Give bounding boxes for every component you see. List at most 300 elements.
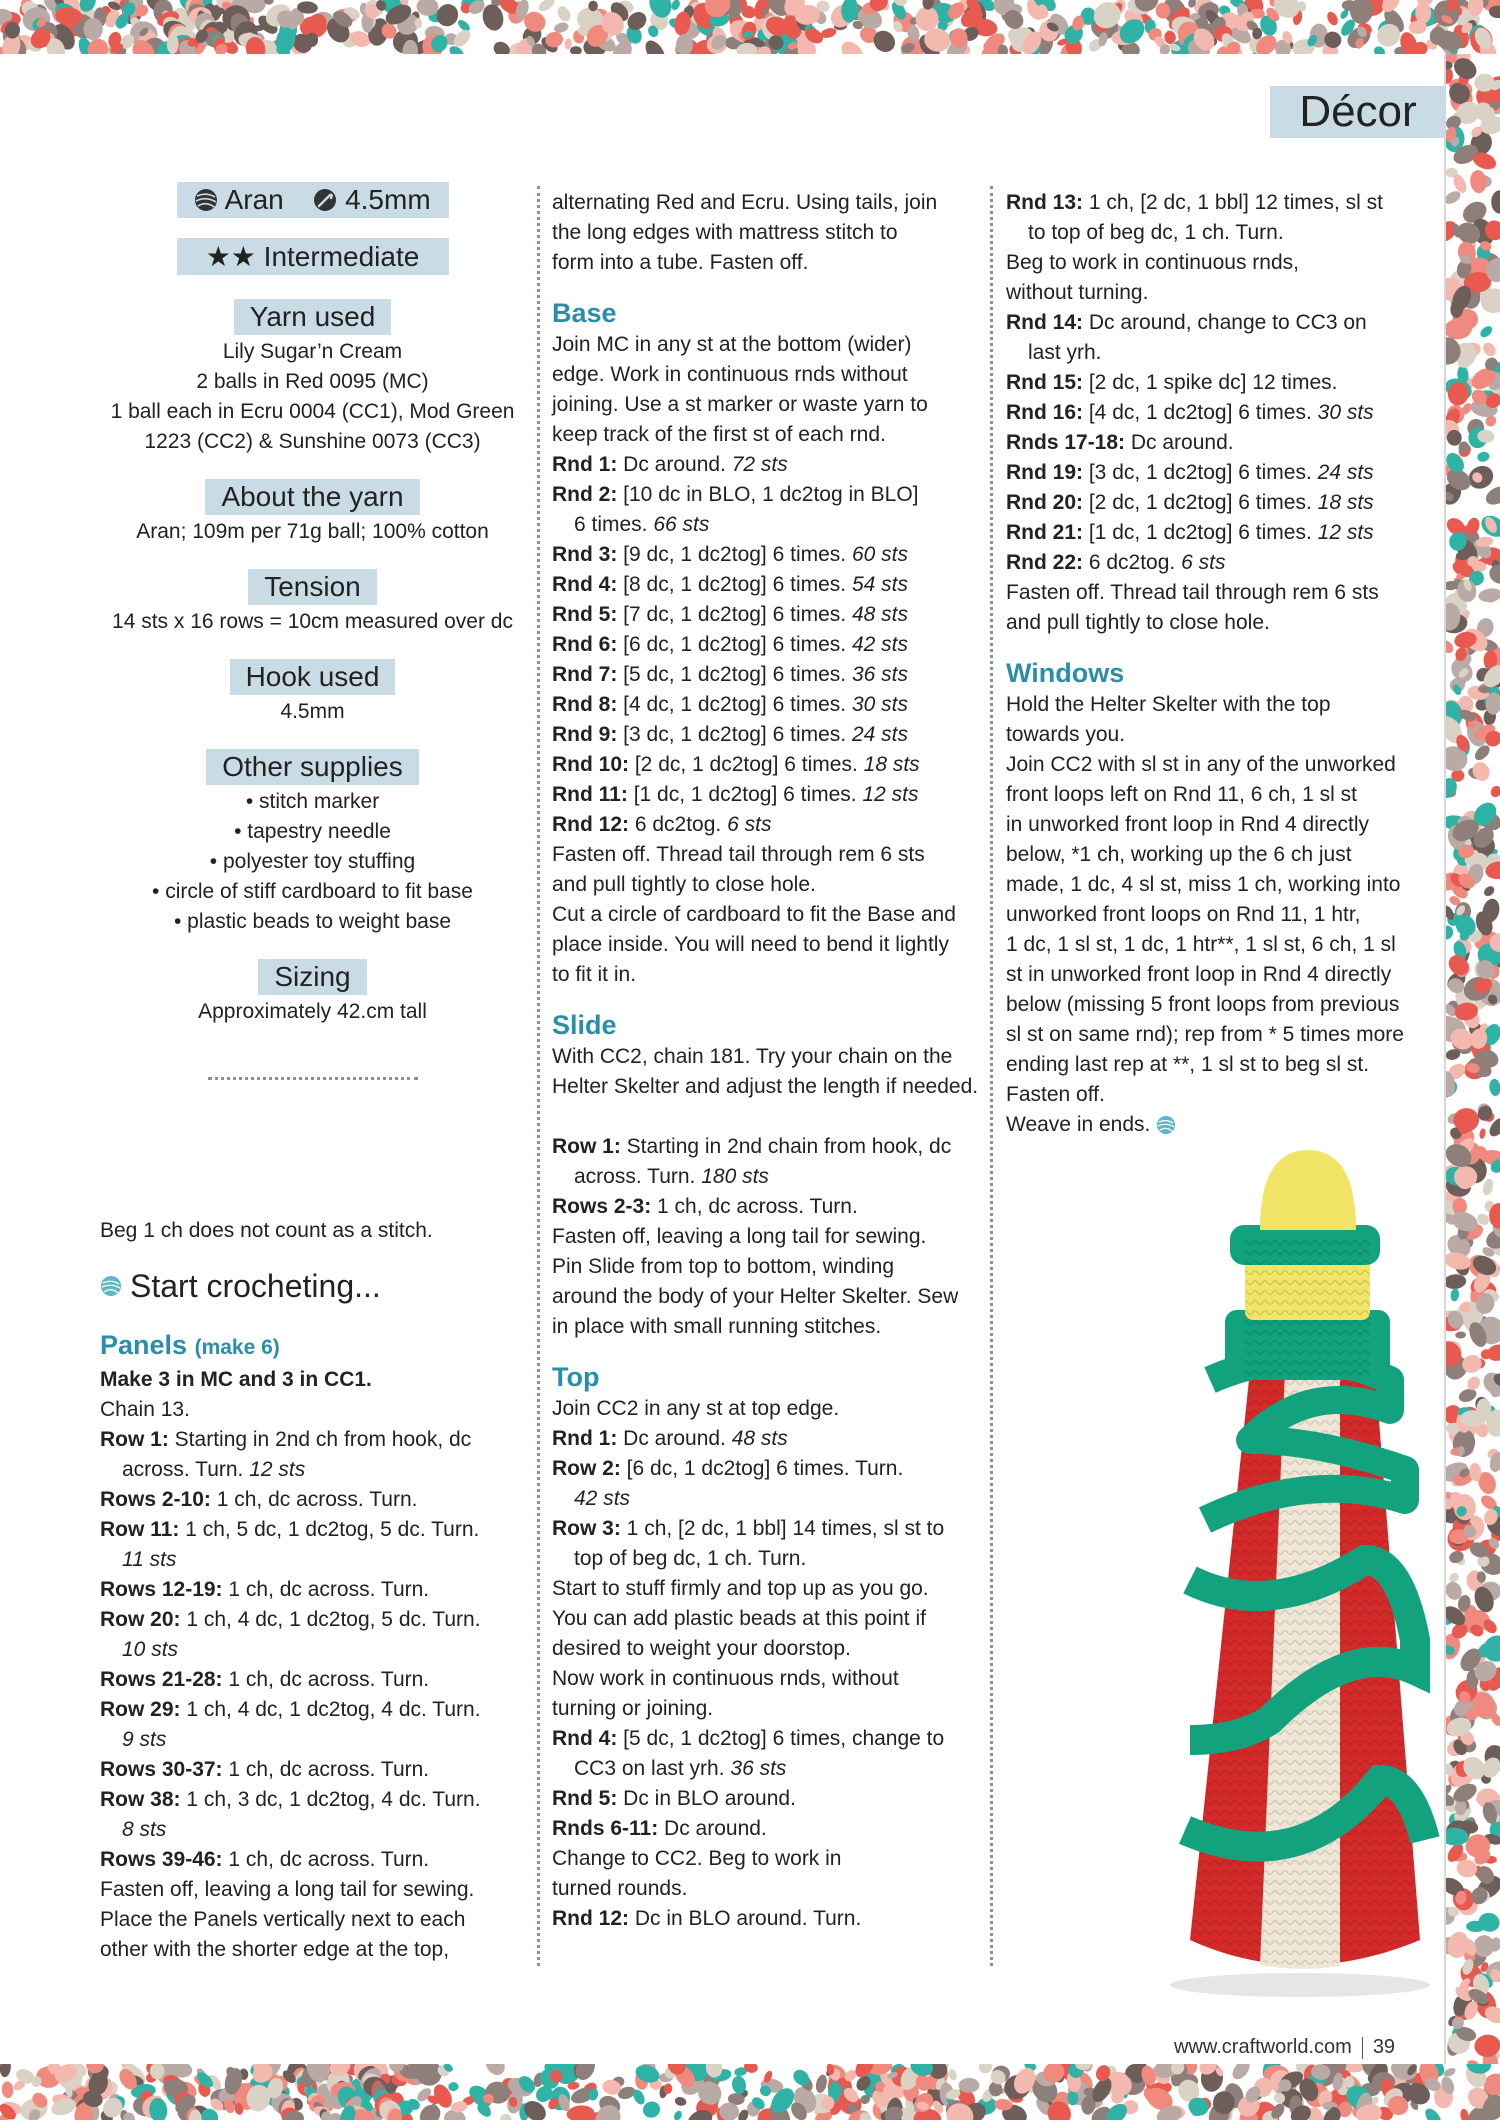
text-line: joining. Use a st marker or waste yarn to — [552, 393, 928, 416]
petal-shape — [1450, 1288, 1460, 1302]
petal-shape — [947, 2068, 958, 2081]
instruction-row-continued — [100, 1455, 525, 1485]
instruction-row — [552, 1454, 982, 1484]
row-label: Rows 2-3: — [552, 1195, 652, 1218]
text-line: below, *1 ch, working up the 6 ch just — [1006, 843, 1352, 866]
row-text: [9 dc, 1 dc2tog] 6 times. — [617, 543, 852, 566]
row-text: 1 ch, dc across. Turn. — [222, 1848, 430, 1871]
tube-intro — [552, 188, 982, 278]
instruction-row — [1006, 488, 1436, 518]
row-label: Rows 30-37: — [100, 1758, 223, 1781]
row-text: Dc around, change to CC3 on — [1083, 311, 1367, 334]
tension-text: 14 sts x 16 rows = 10cm measured over dc — [112, 610, 513, 633]
text-line: Fasten off. Thread tail through rem 6 sts — [1006, 581, 1379, 604]
row-text: [5 dc, 1 dc2tog] 6 times, change to — [617, 1727, 945, 1750]
row-label: Rnds 6-11: — [552, 1817, 659, 1840]
row-label: Rows 21-28: — [100, 1668, 223, 1691]
yarn-used-line: 1 ball each in Ecru 0004 (CC1), Mod Green — [110, 400, 515, 423]
weave-line — [1006, 1110, 1436, 1140]
petal-shape — [641, 37, 669, 54]
slide-intro — [552, 1042, 982, 1102]
row-label: Rows 2-10: — [100, 1488, 211, 1511]
instruction-row-continued — [100, 1815, 525, 1845]
row-text: [1 dc, 1 dc2tog] 6 times. — [627, 783, 863, 806]
base-intro — [552, 330, 982, 450]
petal-shape — [1478, 587, 1500, 604]
petal-shape — [1446, 924, 1455, 941]
instruction-row — [552, 660, 982, 690]
row-text: 1 ch, [2 dc, 1 bbl] 12 times, sl st — [1083, 191, 1383, 214]
instruction-row — [1006, 458, 1436, 488]
instruction-row — [552, 630, 982, 660]
page-number: 39 — [1372, 2036, 1396, 2058]
row-text: [1 dc, 1 dc2tog] 6 times. — [1083, 521, 1318, 544]
text-line: Beg to work in continuous rnds, — [1006, 251, 1299, 274]
slide-heading: Slide — [552, 1010, 617, 1040]
text-line: 1 dc, 1 sl st, 1 dc, 1 htr**, 1 sl st, 6 ch, 1 sl — [1006, 933, 1396, 956]
row-text: 1 ch, dc across. Turn. — [222, 1578, 430, 1601]
row-text: [2 dc, 1 spike dc] 12 times. — [1083, 371, 1338, 394]
text-line: in place with small running stitches. — [552, 1315, 882, 1338]
instruction-row — [100, 1425, 525, 1455]
panels-rows — [100, 1425, 525, 1875]
yarn-ball-icon — [194, 184, 224, 215]
instruction-row — [552, 780, 982, 810]
top-end-text — [1006, 578, 1436, 638]
row-text: Dc around. — [617, 453, 732, 476]
row-text: 6 dc2tog. — [629, 813, 728, 836]
stitch-count: 11 sts — [122, 1548, 177, 1571]
text-line: below (missing 5 front loops from previous — [1006, 993, 1400, 1016]
row-text: [3 dc, 1 dc2tog] 6 times. — [617, 723, 852, 746]
instruction-row — [552, 1132, 982, 1162]
row-text: [8 dc, 1 dc2tog] 6 times. — [617, 573, 852, 596]
row-text: [10 dc in BLO, 1 dc2tog in BLO] — [617, 483, 919, 506]
hook-used-text: 4.5mm — [280, 700, 345, 723]
row-text: Dc around. — [1125, 431, 1234, 454]
petal-shape — [500, 2114, 512, 2120]
text-line: front loops left on Rnd 11, 6 ch, 1 sl st — [1006, 783, 1357, 806]
about-yarn-heading: About the yarn — [205, 479, 419, 515]
row-label: Row 38: — [100, 1788, 181, 1811]
petal-shape — [1455, 1331, 1466, 1338]
petal-shape — [1481, 340, 1499, 358]
yarn-used-text — [100, 337, 525, 457]
row-text: [7 dc, 1 dc2tog] 6 times. — [617, 603, 852, 626]
text-line: Hold the Helter Skelter with the top — [1006, 693, 1331, 716]
petal-shape — [1459, 2108, 1469, 2120]
text-line: turning or joining. — [552, 1697, 714, 1720]
stitch-count: 10 sts — [122, 1638, 179, 1661]
row-text: last yrh. — [1028, 341, 1102, 364]
row-label: Rnd 14: — [1006, 311, 1084, 334]
row-text: [4 dc, 1 dc2tog] 6 times. — [617, 693, 852, 716]
petal-shape — [1488, 1078, 1500, 1096]
instruction-row — [100, 1785, 525, 1815]
column-divider-1 — [537, 186, 540, 1966]
instruction-row — [100, 1485, 525, 1515]
supply-item: • tapestry needle — [234, 820, 391, 843]
top-rows-continued — [1006, 188, 1436, 248]
instruction-row-continued — [100, 1545, 525, 1575]
instruction-row — [1006, 518, 1436, 548]
row-text: [6 dc, 1 dc2tog] 6 times. Turn. — [620, 1457, 904, 1480]
petal-shape — [672, 2109, 683, 2120]
row-label: Rnd 20: — [1006, 491, 1084, 514]
skill-level-badge — [177, 238, 449, 275]
row-label: Rnd 16: — [1006, 401, 1084, 424]
instruction-row — [552, 1784, 982, 1814]
top-rows-finish — [1006, 308, 1436, 578]
yarn-used-heading: Yarn used — [234, 299, 392, 335]
stitch-count: 72 sts — [731, 453, 788, 476]
supply-item: • stitch marker — [245, 790, 380, 813]
petal-shape — [482, 2064, 509, 2079]
yarn-weight-label: Aran — [224, 184, 284, 215]
petal-shape — [400, 2064, 427, 2079]
text-line: keep track of the first st of each rnd. — [552, 423, 886, 446]
supply-item: • circle of stiff cardboard to fit base — [152, 880, 473, 903]
slide-rows — [552, 1132, 982, 1222]
row-label: Rnd 1: — [552, 453, 618, 476]
row-label: Row 20: — [100, 1608, 181, 1631]
supplies-list — [100, 787, 525, 937]
text-line: Change to CC2. Beg to work in — [552, 1847, 842, 1870]
row-label: Rows 12-19: — [100, 1578, 223, 1601]
yarn-used-line: 2 balls in Red 0095 (MC) — [196, 370, 429, 393]
row-text: Starting in 2nd ch from hook, dc — [168, 1428, 472, 1451]
top-rows-a — [552, 1424, 982, 1574]
row-label: Rnd 5: — [552, 603, 618, 626]
row-label: Row 1: — [552, 1135, 621, 1158]
instruction-row — [1006, 428, 1436, 458]
instruction-row — [100, 1575, 525, 1605]
instruction-row — [100, 1605, 525, 1635]
stitch-count: 48 sts — [851, 603, 908, 626]
text-line: sl st on same rnd); rep from * 5 times more — [1006, 1023, 1404, 1046]
row-label: Row 2: — [552, 1457, 621, 1480]
text-line: to fit it in. — [552, 963, 637, 986]
top-heading: Top — [552, 1362, 600, 1392]
other-supplies-heading: Other supplies — [206, 749, 419, 785]
weave-text: Weave in ends. — [1006, 1113, 1151, 1136]
text-line: around the body of your Helter Skelter. Sew — [552, 1285, 959, 1308]
stitch-count: 30 sts — [1317, 401, 1374, 424]
decorative-pattern-bottom — [0, 2064, 1500, 2120]
row-label: Rnd 9: — [552, 723, 618, 746]
petal-shape — [1478, 324, 1494, 340]
text-line: place inside. You will need to bend it lightly — [552, 933, 949, 956]
row-text: 1 ch, 4 dc, 1 dc2tog, 5 dc. Turn. — [180, 1608, 481, 1631]
skill-stars: ★★ — [205, 241, 256, 272]
stitch-count: 12 sts — [249, 1458, 306, 1481]
instruction-row-continued — [100, 1635, 525, 1665]
row-label: Rnd 10: — [552, 753, 630, 776]
petal-shape — [1469, 169, 1488, 194]
instruction-row — [552, 720, 982, 750]
continuous-note — [1006, 248, 1436, 308]
stitch-count: 48 sts — [731, 1427, 788, 1450]
row-label: Row 1: — [100, 1428, 169, 1451]
text-line: Fasten off, leaving a long tail for sewing. — [100, 1878, 475, 1901]
row-label: Rnd 4: — [552, 573, 618, 596]
panels-subtitle: (make 6) — [194, 1336, 280, 1359]
row-text: Starting in 2nd chain from hook, dc — [620, 1135, 952, 1158]
footer-divider — [1362, 2037, 1363, 2059]
base-end-text — [552, 840, 982, 990]
stitch-count: 66 sts — [653, 513, 710, 536]
row-label: Rnd 19: — [1006, 461, 1084, 484]
stitch-count: 36 sts — [730, 1757, 787, 1780]
row-label: Row 3: — [552, 1517, 621, 1540]
row-text: [6 dc, 1 dc2tog] 6 times. — [617, 633, 852, 656]
instruction-row — [552, 690, 982, 720]
text-line: st in unworked front loop in Rnd 4 directly — [1006, 963, 1392, 986]
instruction-row-continued — [1006, 218, 1436, 248]
instruction-row — [100, 1695, 525, 1725]
stitch-count: 54 sts — [851, 573, 908, 596]
hook-icon — [313, 184, 345, 215]
beg-note: Beg 1 ch does not count as a stitch. — [100, 1219, 433, 1242]
petal-shape — [167, 34, 179, 54]
instruction-row — [100, 1665, 525, 1695]
row-text: Dc around. — [617, 1427, 732, 1450]
text-line: With CC2, chain 181. Try your chain on the — [552, 1045, 953, 1068]
instruction-row-continued — [1006, 338, 1436, 368]
stitch-count: 18 sts — [863, 753, 920, 776]
row-text: 1 ch, dc across. Turn. — [651, 1195, 858, 1218]
text-line: Cut a circle of cardboard to fit the Base and — [552, 903, 956, 926]
instruction-row — [552, 570, 982, 600]
petal-shape — [1229, 2064, 1253, 2082]
instruction-row — [1006, 308, 1436, 338]
row-text: 1 ch, dc across. Turn. — [222, 1758, 430, 1781]
instruction-row — [552, 600, 982, 630]
row-label: Rnd 2: — [552, 483, 618, 506]
text-line: and pull tightly to close hole. — [552, 873, 816, 896]
stitch-count: 24 sts — [851, 723, 908, 746]
text-line: Join CC2 with sl st in any of the unworked — [1006, 753, 1396, 776]
yarn-used-line: Lily Sugar’n Cream — [222, 340, 403, 363]
row-label: Rnd 12: — [552, 813, 630, 836]
about-yarn-text: Aran; 109m per 71g ball; 100% cotton — [136, 520, 489, 543]
footer — [1174, 2036, 1395, 2059]
petal-shape — [1485, 1343, 1500, 1363]
stitch-count: 24 sts — [1317, 461, 1374, 484]
petal-shape — [448, 2081, 460, 2091]
footer-url[interactable]: www.craftworld.com — [1174, 2036, 1352, 2058]
instruction-row-continued — [552, 510, 982, 540]
stitch-count: 9 sts — [122, 1728, 167, 1751]
petal-shape — [1278, 2079, 1291, 2091]
panels-end-text — [100, 1875, 525, 1965]
stitch-count: 12 sts — [1317, 521, 1374, 544]
petal-shape — [1491, 190, 1500, 213]
row-label: Rnd 22: — [1006, 551, 1084, 574]
instruction-row — [552, 1904, 982, 1934]
section-tab: Décor — [1270, 86, 1446, 138]
row-text: Dc around. — [658, 1817, 767, 1840]
row-text: 1 ch, dc across. Turn. — [210, 1488, 418, 1511]
hook-used-heading: Hook used — [230, 659, 396, 695]
stitch-count: 12 sts — [862, 783, 919, 806]
start-crocheting-title — [100, 1266, 525, 1306]
decorative-pattern-right — [1446, 54, 1500, 2064]
instruction-row — [552, 810, 982, 840]
row-label: Rnd 11: — [552, 783, 628, 806]
windows-text — [1006, 690, 1436, 1110]
instruction-row — [552, 450, 982, 480]
row-text: CC3 on last yrh. — [574, 1757, 731, 1780]
petal-shape — [1446, 638, 1456, 656]
text-line: You can add plastic beads at this point if — [552, 1607, 926, 1630]
petal-shape — [1442, 2066, 1456, 2078]
row-label: Rnd 15: — [1006, 371, 1084, 394]
text-line: without turning. — [1006, 281, 1149, 304]
petal-shape — [674, 2096, 687, 2107]
petal-shape — [86, 37, 109, 54]
start-crocheting-label: Start crocheting... — [130, 1268, 381, 1304]
row-label: Rnd 5: — [552, 1787, 618, 1810]
instruction-row — [1006, 188, 1436, 218]
yarn-weight-badge — [177, 182, 449, 218]
base-heading: Base — [552, 298, 617, 328]
stitch-count: 30 sts — [851, 693, 908, 716]
instruction-row — [100, 1515, 525, 1545]
petal-shape — [1489, 784, 1500, 799]
text-line: Fasten off. Thread tail through rem 6 sts — [552, 843, 925, 866]
row-text: across. Turn. — [122, 1458, 250, 1481]
stitch-count: 60 sts — [851, 543, 908, 566]
text-line: unworked front loops on Rnd 11, 1 htr, — [1006, 903, 1361, 926]
sizing-text: Approximately 42.cm tall — [198, 1000, 427, 1023]
top-mid-text — [552, 1574, 982, 1724]
row-label: Rnd 13: — [1006, 191, 1084, 214]
stitch-count: 6 sts — [1181, 551, 1226, 574]
instruction-row — [1006, 368, 1436, 398]
instruction-row — [100, 1845, 525, 1875]
row-label: Rows 39-46: — [100, 1848, 223, 1871]
text-line: Fasten off, leaving a long tail for sewing. — [552, 1225, 927, 1248]
instruction-row — [552, 1514, 982, 1544]
text-line: edge. Work in continuous rnds without — [552, 363, 908, 386]
row-text: 6 times. — [574, 513, 654, 536]
row-text: [4 dc, 1 dc2tog] 6 times. — [1083, 401, 1318, 424]
text-line: Now work in continuous rnds, without — [552, 1667, 899, 1690]
row-label: Rnd 6: — [552, 633, 618, 656]
row-label: Rnd 4: — [552, 1727, 618, 1750]
row-label: Row 29: — [100, 1698, 181, 1721]
text-line: turned rounds. — [552, 1877, 688, 1900]
row-text: 1 ch, 3 dc, 1 dc2tog, 4 dc. Turn. — [180, 1788, 481, 1811]
petal-shape — [1446, 1273, 1467, 1289]
helter-skelter-photo — [1150, 1140, 1440, 2000]
text-line: and pull tightly to close hole. — [1006, 611, 1270, 634]
petal-shape — [555, 4, 573, 24]
panels-heading — [100, 1328, 525, 1365]
row-text: 6 dc2tog. — [1083, 551, 1182, 574]
text-line: in unworked front loop in Rnd 4 directly — [1006, 813, 1370, 836]
instruction-row — [552, 1424, 982, 1454]
petal-shape — [491, 39, 513, 54]
petal-shape — [1470, 759, 1493, 783]
instruction-row — [552, 1192, 982, 1222]
column-divider-2 — [990, 186, 993, 1966]
row-text: across. Turn. — [574, 1165, 702, 1188]
text-line: Join CC2 in any st at top edge. — [552, 1397, 840, 1420]
row-label: Rnd 1: — [552, 1427, 618, 1450]
instruction-row-continued — [552, 1544, 982, 1574]
hook-size-label: 4.5mm — [345, 184, 431, 215]
top-mid2-text — [552, 1844, 982, 1904]
row-label: Rnd 21: — [1006, 521, 1084, 544]
petal-shape — [1481, 1178, 1494, 1197]
row-text: 1 ch, [2 dc, 1 bbl] 14 times, sl st to — [620, 1517, 945, 1540]
instruction-row — [552, 750, 982, 780]
petal-shape — [670, 0, 682, 11]
text-line: desired to weight your doorstop. — [552, 1637, 851, 1660]
petal-shape — [570, 46, 582, 54]
yarn-ball-icon — [100, 1266, 122, 1306]
instruction-row — [552, 540, 982, 570]
row-text: 1 ch, 4 dc, 1 dc2tog, 4 dc. Turn. — [180, 1698, 481, 1721]
stitch-count: 8 sts — [122, 1818, 167, 1841]
stitch-count: 42 sts — [574, 1487, 631, 1510]
row-text: [2 dc, 1 dc2tog] 6 times. — [1083, 491, 1318, 514]
petal-shape — [978, 2064, 994, 2075]
instruction-row-continued — [552, 1484, 982, 1514]
text-line: made, 1 dc, 4 sl st, miss 1 ch, working into — [1006, 873, 1401, 896]
instruction-row — [552, 1724, 982, 1754]
text-line: Start to stuff firmly and top up as you go. — [552, 1577, 929, 1600]
row-text: to top of beg dc, 1 ch. Turn. — [1028, 221, 1284, 244]
row-label: Rnd 12: — [552, 1907, 630, 1930]
text-line: Helter Skelter and adjust the length if needed. — [552, 1075, 979, 1098]
text-line: Pin Slide from top to bottom, winding — [552, 1255, 895, 1278]
tension-heading: Tension — [248, 569, 377, 605]
stitch-count: 180 sts — [701, 1165, 769, 1188]
instruction-row — [552, 1814, 982, 1844]
stitch-count: 42 sts — [851, 633, 908, 656]
text-line: ending last rep at **, 1 sl st to beg sl st. — [1006, 1053, 1370, 1076]
instruction-row-continued — [100, 1725, 525, 1755]
slide-end-text — [552, 1222, 982, 1342]
petal-shape — [1, 2081, 14, 2099]
petal-shape — [537, 0, 557, 14]
petal-shape — [814, 2074, 828, 2094]
stitch-count: 6 sts — [727, 813, 772, 836]
row-text: 1 ch, dc across. Turn. — [222, 1668, 430, 1691]
yarn-ball-end-icon — [1156, 1113, 1176, 1136]
panels-chain: Chain 13. — [100, 1398, 190, 1421]
sizing-heading: Sizing — [258, 959, 366, 995]
petal-shape — [1460, 1410, 1486, 1426]
text-line: alternating Red and Ecru. Using tails, join — [552, 191, 938, 214]
panels-title: Panels — [100, 1330, 188, 1360]
supply-item: • plastic beads to weight base — [173, 910, 452, 933]
top-rows-b — [552, 1724, 982, 1844]
instruction-row — [1006, 548, 1436, 578]
petal-shape — [564, 38, 572, 50]
petal-shape — [1482, 884, 1496, 898]
row-label: Rnd 7: — [552, 663, 618, 686]
row-text: Dc in BLO around. Turn. — [629, 1907, 862, 1930]
supply-item: • polyester toy stuffing — [209, 850, 416, 873]
row-label: Rnd 3: — [552, 543, 618, 566]
instruction-row — [100, 1755, 525, 1785]
dotted-separator — [208, 1077, 418, 1080]
row-text: [5 dc, 1 dc2tog] 6 times. — [617, 663, 852, 686]
